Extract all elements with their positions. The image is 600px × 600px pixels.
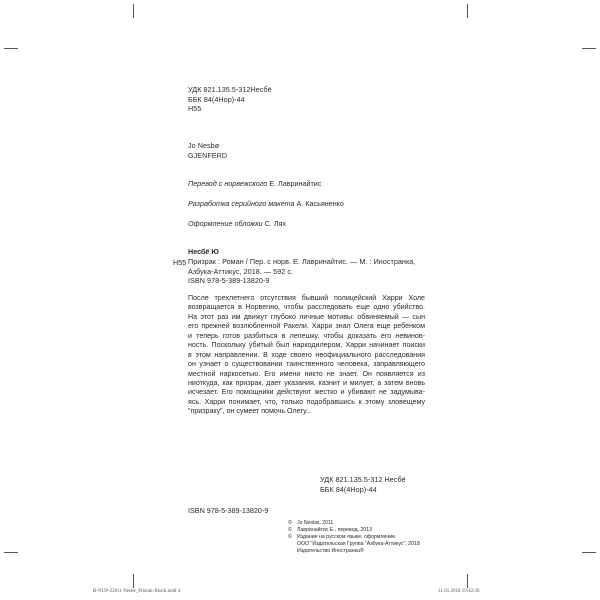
author-sign-line: Н55 [188, 104, 202, 113]
crop-mark-bottom-right [467, 574, 468, 588]
copyright-line: ООО "Издательская Группа "Азбука-Аттикус", 2018 [297, 541, 420, 548]
crop-mark-bottom-left [133, 574, 134, 588]
annotation-line: в этом направлении. В ходе своего неофициального расследования [188, 350, 425, 359]
author-sign: Н55 [173, 258, 187, 267]
crop-mark-top-right [467, 4, 468, 18]
credit-value: Е. Лавринайтис [269, 179, 322, 188]
annotation-line: ность. Поскольку убитый был наркодилером, Харри начинает поиски [188, 341, 425, 350]
annotation-line: его прежней возлюбленной Ракели. Харри знал Олега еще ребенком [188, 322, 425, 331]
credit-translator [188, 179, 321, 188]
author-heading: Несбё Ю [188, 247, 219, 256]
copyright-line: © Jo Nesbø, 2011 [288, 520, 334, 526]
biblio-isbn: ISBN 978-5-389-13820-9 [188, 276, 270, 286]
copyright-sign: © [288, 527, 292, 534]
copyright-sign: © [288, 520, 292, 526]
annotation-line: ясь. Харри понимает, что, только подобравшись к этому зловещему [188, 397, 425, 406]
annotation-line: ниоткуда, как призрак, дает указания, казнит и милует, а затем вновь [188, 378, 425, 387]
annotation-line: После трехлетнего отсутствия бывший полицейский Харри Холе [188, 294, 425, 302]
copyright-sign: © [288, 534, 292, 541]
bibliographic-record [188, 257, 415, 286]
credit-value: А. Касьяненко [296, 199, 344, 208]
credit-label: Оформление обложки [188, 219, 263, 228]
credit-label: Разработка серийного макета [188, 199, 295, 208]
bbk-line: ББК 84(4Нор)-44 [188, 94, 245, 104]
bbk-line: ББК 84(4Нор)-44 [320, 484, 377, 494]
copyright-block [288, 520, 420, 555]
biblio-line: Призрак : Роман / Пер. с норв. Е. Лавринайтис. — М. : Иностранка, [188, 257, 416, 266]
annotation-line: На этот раз им движут глубоко личные мотивы: обвиняемый — сын [188, 312, 425, 321]
original-title: GJENFERD [188, 151, 228, 160]
credit-cover [188, 219, 286, 228]
copyright-line: © Издание на русском языке, оформление. [288, 534, 397, 541]
original-author: Jo Nesbø [188, 141, 220, 150]
credit-layout [188, 199, 344, 208]
annotation-paragraph [188, 294, 425, 417]
udk-line: УДК 821.135.5-312Несбё [188, 85, 272, 94]
crop-mark-left-bottom [4, 552, 18, 553]
udk-line: УДК 821.135.5-312 Несбё [320, 475, 406, 484]
copyright-line: © Лавринайтис Е., перевод, 2013 [288, 527, 372, 534]
annotation-line: возвращается в Норвегию, чтобы расследовать еще одно убийство. [188, 303, 425, 312]
credit-value: С. Лях [264, 219, 287, 228]
biblio-line: Азбука-Аттикус, 2018. — 592 с. [188, 266, 294, 276]
original-title-block [188, 141, 227, 161]
annotation-line: "призраку", он сумеет помочь Олегу... [188, 407, 312, 416]
copyright-line: Издательство Иностранка® [297, 548, 364, 555]
crop-mark-left-top [4, 48, 18, 49]
annotation-line: местной наркосетью. Его имени никто не знает. Он появляется из [188, 369, 425, 378]
credit-label: Перевод с норвежского [188, 179, 268, 188]
isbn: ISBN 978-5-389-13820-9 [188, 506, 269, 515]
annotation-line: и теперь готов разбиться в лепешку, чтобы доказать его невинов- [188, 331, 425, 340]
annotation-line: исчезает. Его помощники действуют жестко и убивают не задумыва- [188, 388, 425, 397]
annotation-line: он узнает о существовании таинственного человека, заправляющего [188, 360, 425, 369]
crop-mark-top-left [133, 4, 134, 18]
udk-block-bottom [320, 475, 406, 494]
udk-block-top [188, 85, 272, 114]
footer-timestamp: 31.01.2018 19:42:30 [438, 589, 480, 594]
crop-mark-right-top [582, 48, 596, 49]
footer-file-info: B-NUP-22011 Nesbe_Prizrak-Block.indd 4 [93, 589, 181, 594]
crop-mark-right-bottom [582, 552, 596, 553]
